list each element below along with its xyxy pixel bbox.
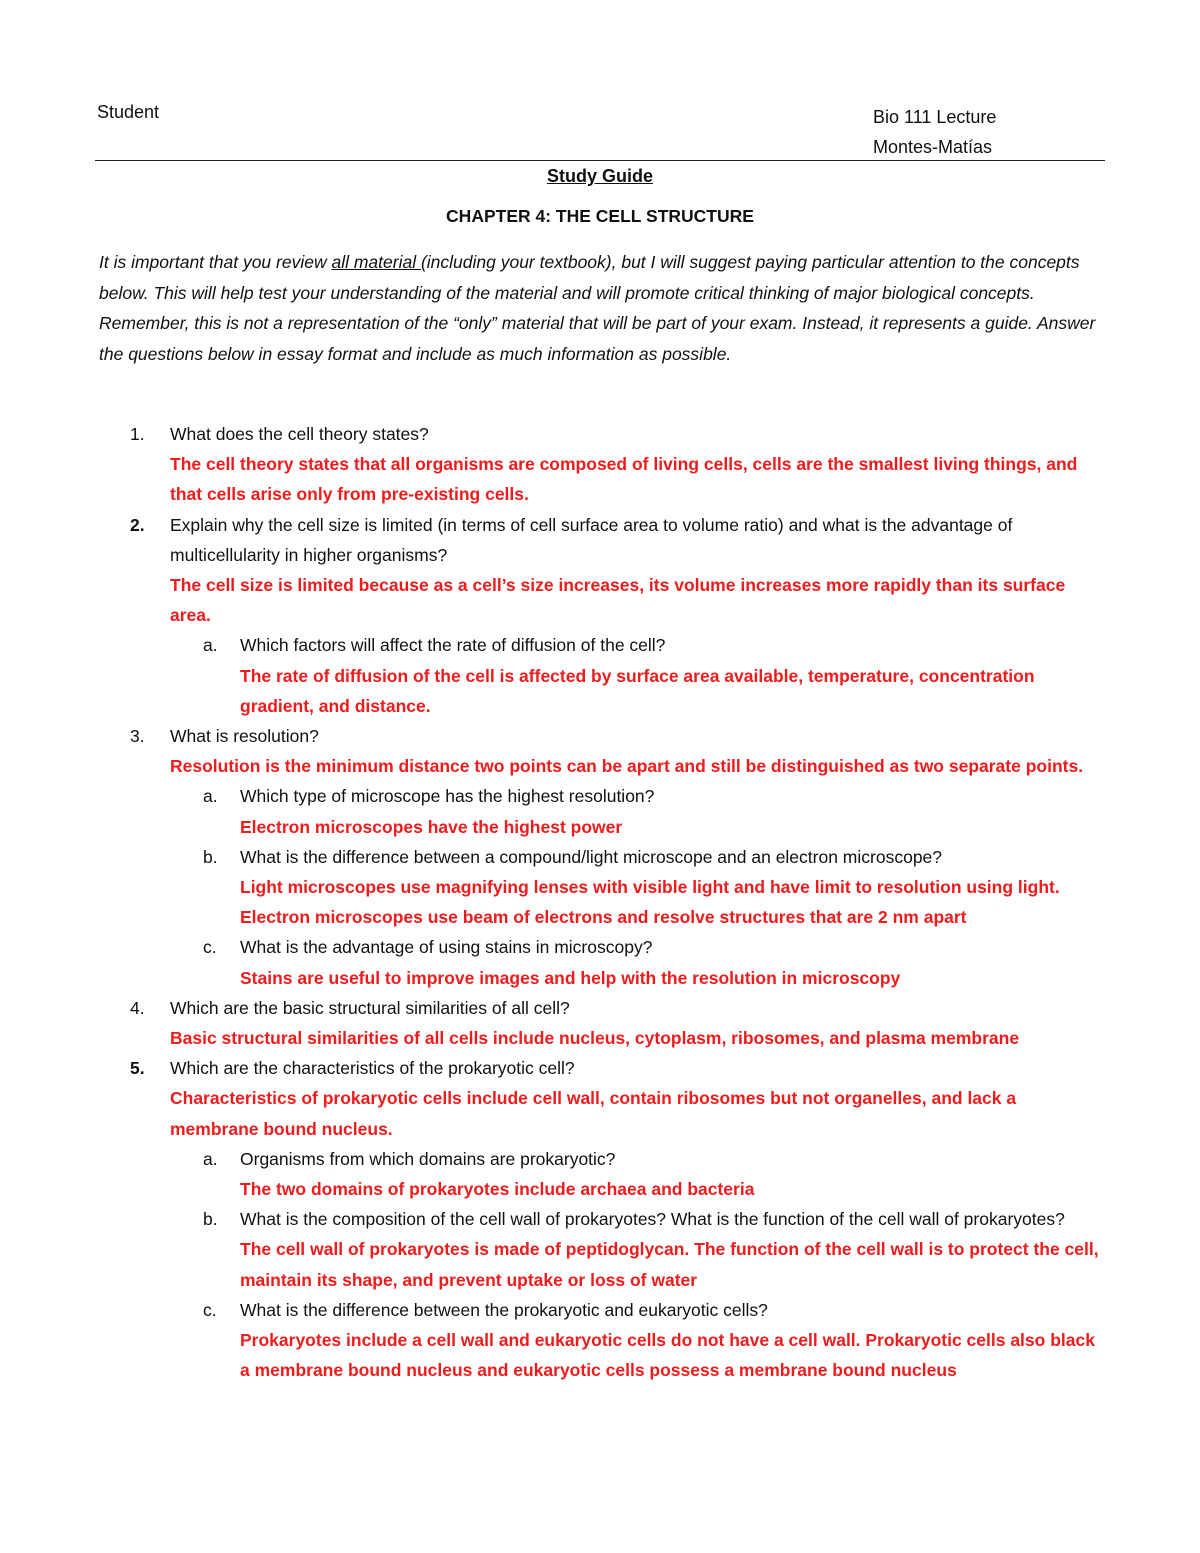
subanswer-text: The cell wall of prokaryotes is made of peptidoglycan. The function of the cell wall is to protect the cell, maintain its shape, and prevent uptake or loss of water [240,1239,1099,1290]
intro-part2: (including your textbook), but I will suggest paying particular attention to the concepts below. This will help test your understanding of the material and will promote critical thinking of major biological concepts. Remember, this is not a representation of the “only” material that will be part of your exam. Instead, it represents a guide. Answer the questions below in essay format and include as much information as possible. [99,252,1096,364]
intro-paragraph [99,247,1104,369]
chapter-heading: CHAPTER 4: THE CELL STRUCTURE [446,206,754,226]
subanswer-text: The rate of diffusion of the cell is affected by surface area available, temperature, concentration gradient, and distance. [240,665,1035,716]
subanswer-text: Stains are useful to improve images and help with the resolution in microscopy [240,967,901,988]
question-number: 4. [130,997,145,1018]
intro-part1: It is important that you review [99,252,332,272]
header-student: Student [97,102,160,122]
subquestion-letter: c. [203,1299,217,1320]
subquestion-item [0,1204,1200,1295]
question-list [0,419,1200,1386]
subquestion-text: Which type of microscope has the highest resolution? [240,786,655,807]
subanswer-text: Prokaryotes include a cell wall and eukaryotic cells do not have a cell wall. Prokaryotic cells also black a membrane bound nucleus and eukaryotic cells possess a membrane bound nucleus [240,1330,1095,1381]
question-item [0,419,1200,510]
subquestion-item [0,842,1200,933]
subanswer-text: Electron microscopes have the highest power [240,816,623,837]
subquestion-text: What is the advantage of using stains in microscopy? [240,937,653,958]
subquestion-text: What is the difference between the prokaryotic and eukaryotic cells? [240,1299,768,1320]
question-text: What is resolution? [170,726,319,747]
header-course [873,102,996,162]
question-number: 1. [130,424,145,444]
subquestion-text: Which factors will affect the rate of diffusion of the cell? [240,635,666,656]
subquestion-letter: b. [203,1209,218,1230]
question-item [0,510,1200,631]
answer-text: Characteristics of prokaryotic cells include cell wall, contain ribosomes but not organelles, and lack a membrane bound nucleus. [170,1088,1017,1139]
answer-text: Resolution is the minimum distance two points can be apart and still be distinguished as two separate points. [170,756,1084,777]
subquestion-letter: b. [203,846,218,867]
question-number: 5. [130,1058,145,1079]
subanswer-text: Light microscopes use magnifying lenses with visible light and have limit to resolution using light. Electron microscopes use beam of electrons and resolve structures that are 2 nm apart [240,877,1060,928]
subquestion-text: What is the difference between a compound/light microscope and an electron microscope? [240,846,943,867]
subquestion-letter: a. [203,786,218,807]
header-divider [95,160,1105,161]
subquestion-item [0,781,1200,841]
page-title: Study Guide [546,166,653,186]
header-course-name: Bio 111 Lecture [873,107,997,127]
answer-text: The cell size is limited because as a cell’s size increases, its volume increases more rapidly than its surface area. [170,575,1066,626]
subanswer-text: The two domains of prokaryotes include archaea and bacteria [240,1179,755,1200]
subquestion-letter: a. [203,1148,218,1169]
question-item [0,993,1200,1053]
header-instructor: Montes-Matías [873,137,993,157]
subquestion-letter: c. [203,937,217,958]
subquestion-text: Organisms from which domains are prokaryotic? [240,1148,616,1169]
question-item [0,721,1200,781]
subquestion-item [0,1144,1200,1204]
subquestion-letter: a. [203,635,218,656]
question-text: Explain why the cell size is limited (in terms of cell surface area to volume ratio) and what is the advantage of multicellularity in higher organisms? [170,514,1013,565]
question-text: Which are the basic structural similarities of all cell? [170,997,570,1018]
answer-text: The cell theory states that all organisms are composed of living cells, cells are the smallest living things, and that cells arise only from pre-existing cells. [170,454,1078,505]
subquestion-text: What is the composition of the cell wall of prokaryotes? What is the function of the cell wall of prokaryotes? [240,1209,1065,1230]
subquestion-item [0,1295,1200,1386]
question-text: What does the cell theory states? [170,424,429,444]
subquestion-item [0,630,1200,721]
answer-text: Basic structural similarities of all cells include nucleus, cytoplasm, ribosomes, and plasma membrane [170,1028,1020,1049]
question-number: 2. [130,514,145,535]
intro-underlined: all material [331,252,421,272]
question-number: 3. [130,726,145,747]
question-text: Which are the characteristics of the prokaryotic cell? [170,1058,575,1079]
question-item [0,1053,1200,1144]
subquestion-item [0,932,1200,992]
